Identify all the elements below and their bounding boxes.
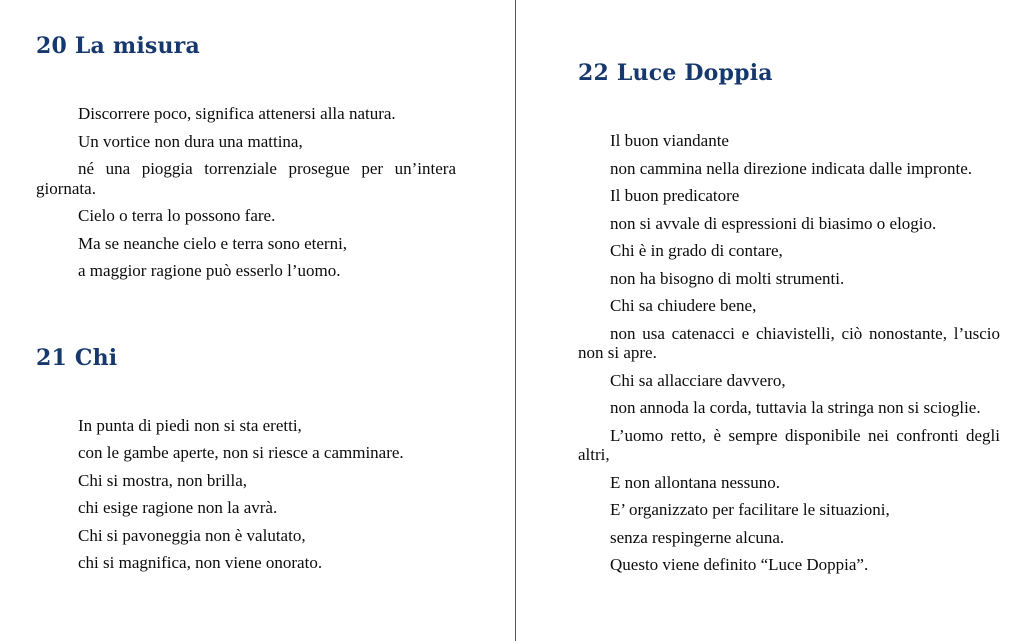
chapter-body [578, 131, 1000, 575]
verse-paragraph: Chi è in grado di contare, [610, 241, 783, 260]
verse-paragraph: Cielo o terra lo possono fare. [78, 206, 276, 225]
verse-paragraph: Ma se neanche cielo e terra sono eterni, [78, 233, 348, 253]
verse-paragraph: Chi si pavoneggia non è valutato, [78, 525, 306, 545]
verse-paragraph: chi esige ragione non la avrà. [78, 498, 278, 517]
verse-paragraph: non usa catenacci e chiavistelli, ciò nonostante, l’uscio non si apre. [578, 323, 1000, 362]
verse-paragraph: Un vortice non dura una mattina, [78, 131, 303, 151]
verse-paragraph: Discorrere poco, significa attenersi alla natura. [78, 104, 396, 123]
page-left [36, 0, 456, 641]
verse-paragraph: In punta di piedi non si sta eretti, [78, 415, 302, 435]
page-divider [515, 0, 516, 641]
verse-paragraph: né una pioggia torrenziale prosegue per un’intera giornata. [36, 159, 456, 198]
verse-paragraph: senza respingerne alcuna. [610, 527, 785, 547]
verse-paragraph: Chi sa chiudere bene, [610, 296, 757, 315]
chapter-body [36, 104, 456, 281]
chapter-heading: 21 Chi [36, 344, 118, 371]
verse-paragraph: E non allontana nessuno. [610, 472, 780, 492]
verse-paragraph: non ha bisogno di molti strumenti. [610, 268, 845, 288]
verse-paragraph: non cammina nella direzione indicata dalle impronte. [610, 158, 973, 178]
verse-paragraph: con le gambe aperte, non si riesce a camminare. [78, 443, 404, 462]
page-right [578, 0, 1000, 641]
chapter-body [36, 416, 456, 573]
verse-paragraph: Chi si mostra, non brilla, [78, 470, 248, 490]
chapter-section [36, 33, 456, 281]
verse-paragraph: non si avvale di espressioni di biasimo o elogio. [610, 213, 937, 233]
verse-paragraph: L’uomo retto, è sempre disponibile nei confronti degli altri, [578, 425, 1000, 464]
verse-paragraph: Il buon predicatore [610, 186, 740, 205]
chapter-heading: 20 La misura [36, 33, 200, 59]
verse-paragraph: Il buon viandante [610, 131, 729, 150]
verse-paragraph: E’ organizzato per facilitare le situazioni, [610, 500, 890, 519]
chapter-section [36, 345, 456, 573]
chapter-heading: 22 Luce Doppia [578, 60, 773, 86]
verse-paragraph: Chi sa allacciare davvero, [610, 370, 786, 390]
chapter-section [578, 60, 1000, 575]
verse-paragraph: non annoda la corda, tuttavia la stringa non si scioglie. [610, 398, 981, 417]
verse-paragraph: a maggior ragione può esserlo l’uomo. [78, 261, 341, 280]
verse-paragraph: chi si magnifica, non viene onorato. [78, 553, 323, 572]
verse-paragraph: Questo viene definito “Luce Doppia”. [610, 555, 869, 574]
